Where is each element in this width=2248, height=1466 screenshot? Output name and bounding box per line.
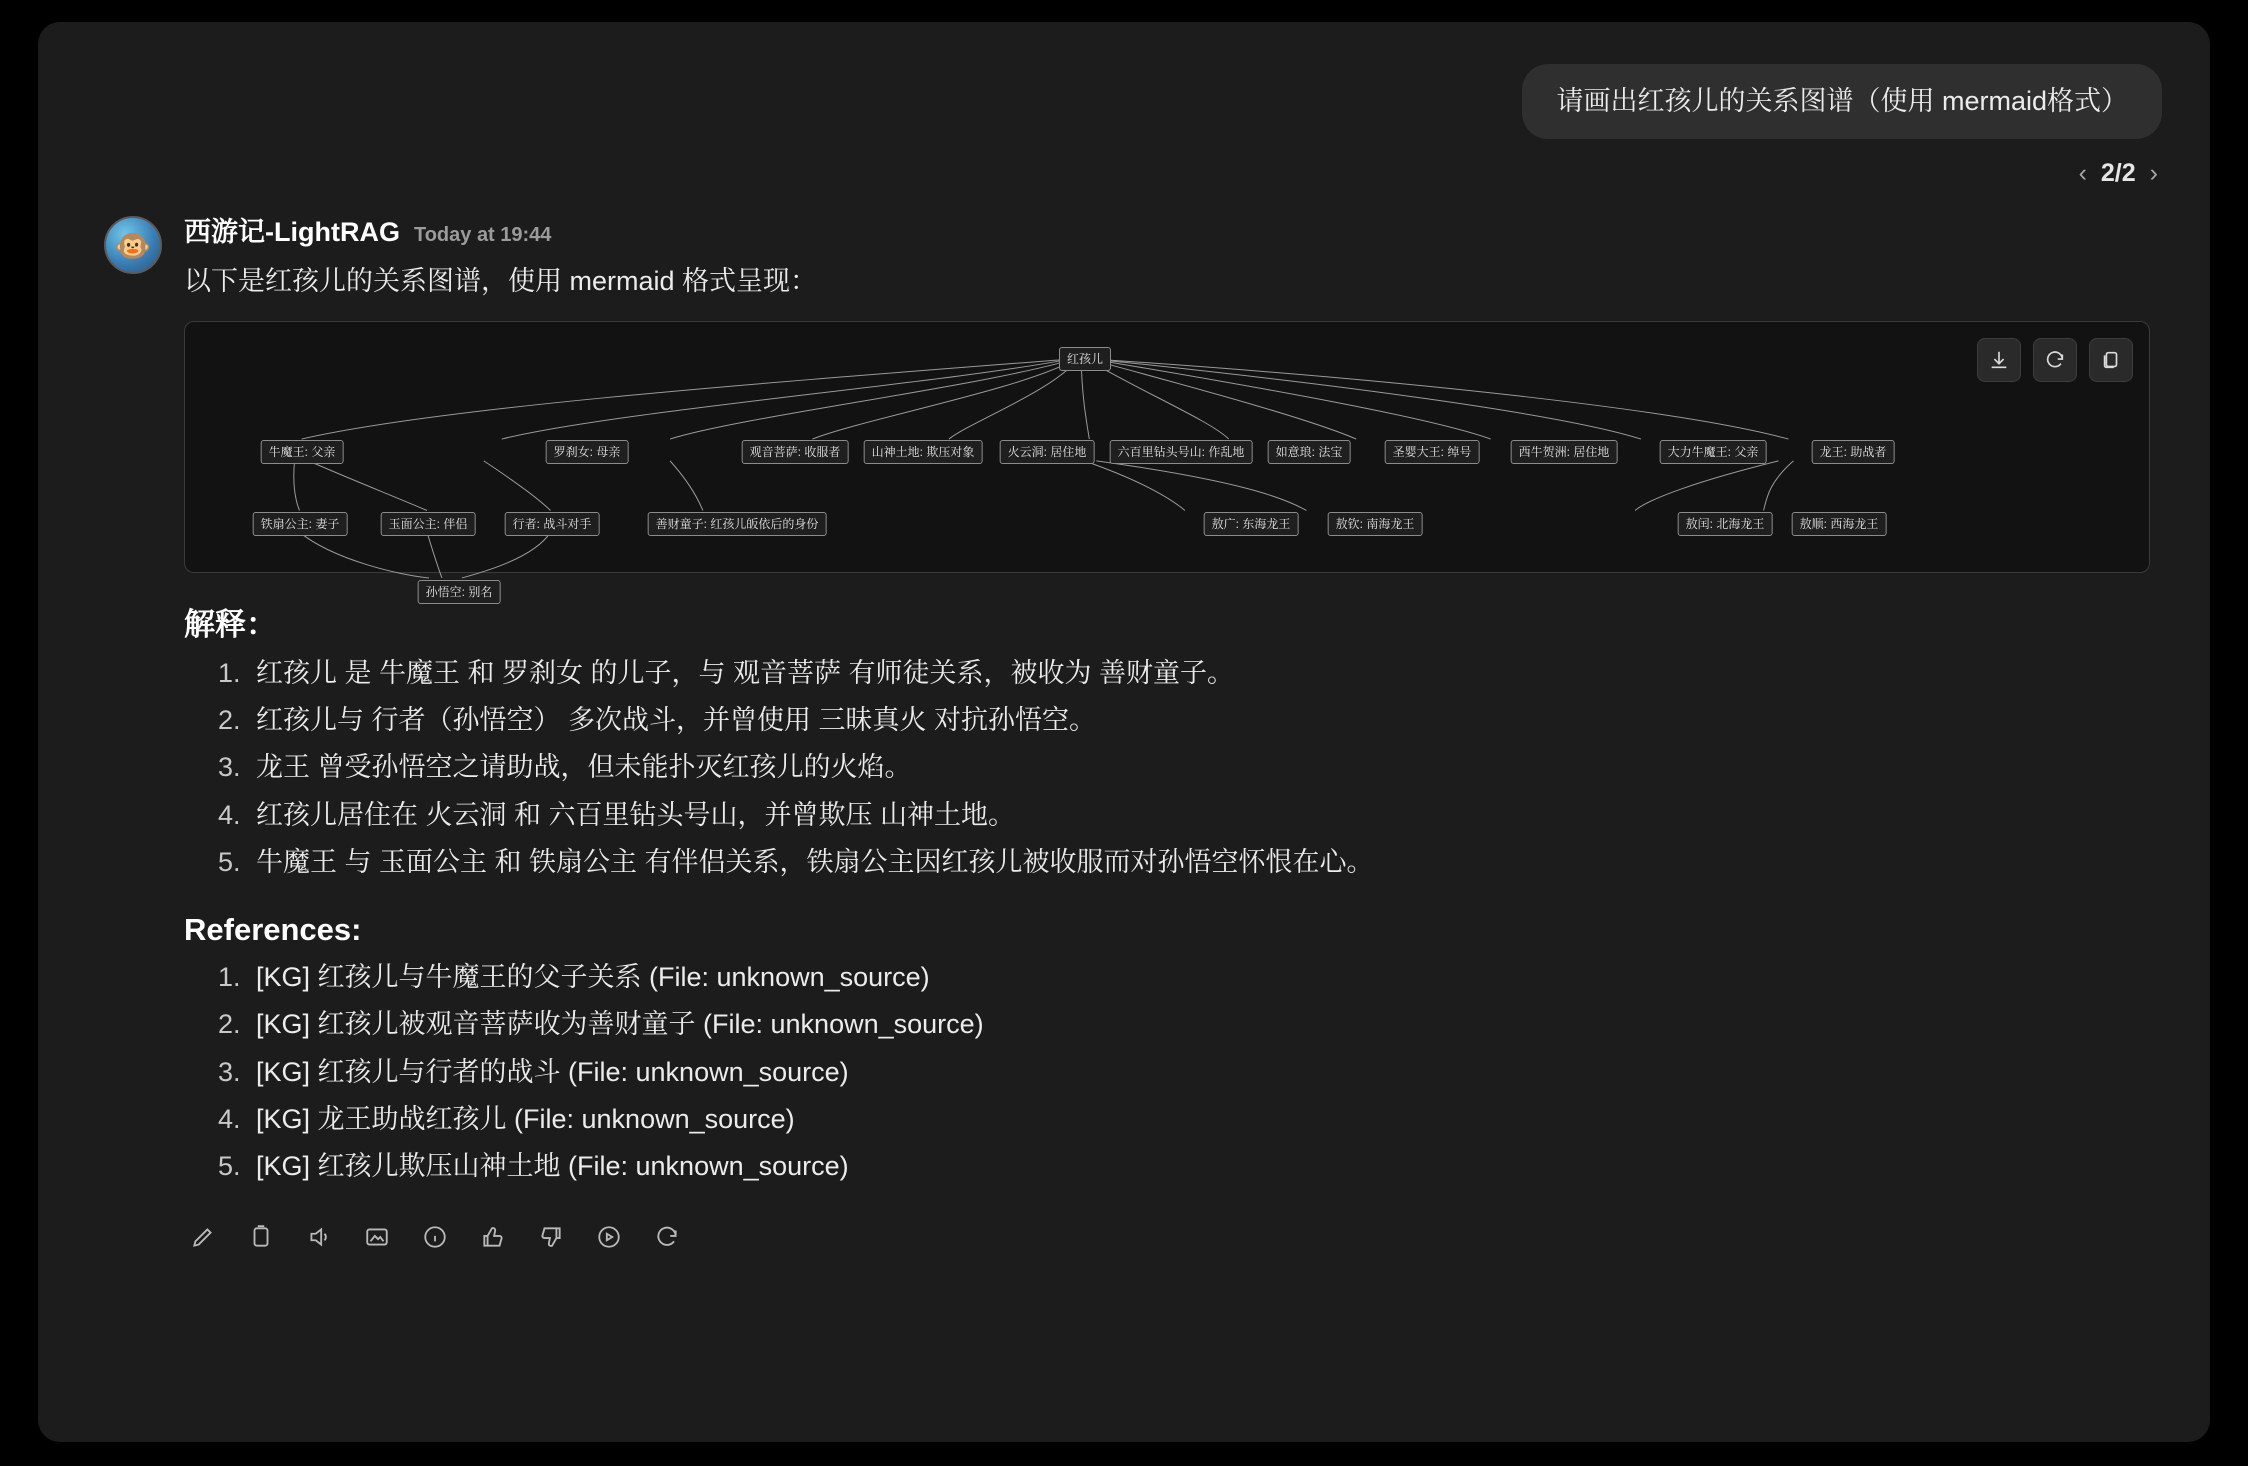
copy-icon[interactable] <box>2089 338 2133 382</box>
speaker-icon[interactable] <box>304 1222 334 1252</box>
references-list <box>184 954 2150 1190</box>
pager-prev-button[interactable]: ‹ <box>2078 159 2087 188</box>
graph-node[interactable]: 牛魔王: 父亲 <box>261 440 344 464</box>
graph-node[interactable]: 龙王: 助战者 <box>1812 440 1895 464</box>
refresh-icon[interactable] <box>2033 338 2077 382</box>
graph-node[interactable]: 六百里钻头号山: 作乱地 <box>1110 440 1253 464</box>
list-item: 4. [KG] 龙王助战红孩儿 (File: unknown_source) <box>248 1096 2150 1143</box>
graph-node[interactable]: 铁扇公主: 妻子 <box>253 512 348 536</box>
graph-node[interactable]: 西牛贺洲: 居住地 <box>1511 440 1618 464</box>
image-icon[interactable] <box>362 1222 392 1252</box>
graph-node[interactable]: 圣婴大王: 绰号 <box>1385 440 1480 464</box>
chat-window <box>38 22 2210 1442</box>
assistant-intro: 以下是红孩儿的关系图谱，使用 mermaid 格式呈现： <box>184 266 818 297</box>
avatar-glyph: 🐵 <box>114 230 152 264</box>
graph-node[interactable]: 如意琅: 法宝 <box>1268 440 1351 464</box>
graph-node[interactable]: 敖广: 东海龙王 <box>1204 512 1299 536</box>
list-item: 3. 龙王 曾受孙悟空之请助战，但未能扑灭红孩儿的火焰。 <box>248 744 2150 791</box>
list-item: 1. 红孩儿 是 牛魔王 和 罗刹女 的儿子，与 观音菩萨 有师徒关系，被收为 善财童子。 <box>248 650 2150 697</box>
play-icon[interactable] <box>594 1222 624 1252</box>
user-message-row <box>38 22 2210 139</box>
list-item: 1. [KG] 红孩儿与牛魔王的父子关系 (File: unknown_source) <box>248 954 2150 1001</box>
graph-node[interactable]: 行者: 战斗对手 <box>505 512 600 536</box>
graph-node[interactable]: 孙悟空: 别名 <box>418 580 501 604</box>
thumbs-up-icon[interactable] <box>478 1222 508 1252</box>
list-item: 2. 红孩儿与 行者（孙悟空） 多次战斗，并曾使用 三昧真火 对抗孙悟空。 <box>248 697 2150 744</box>
message-action-bar <box>184 1204 2150 1252</box>
list-item: 3. [KG] 红孩儿与行者的战斗 (File: unknown_source) <box>248 1049 2150 1096</box>
assistant-body <box>184 210 2150 1252</box>
graph-node[interactable]: 玉面公主: 伴侣 <box>381 512 476 536</box>
assistant-timestamp: Today at 19:44 <box>413 224 552 247</box>
graph-node[interactable]: 罗刹女: 母亲 <box>546 440 629 464</box>
pager-count: 2/2 <box>2100 159 2136 188</box>
regenerate-icon[interactable] <box>652 1222 682 1252</box>
list-item: 5. [KG] 红孩儿欺压山神土地 (File: unknown_source) <box>248 1143 2150 1190</box>
explanation-title: 解释： <box>184 606 277 642</box>
download-icon[interactable] <box>1977 338 2021 382</box>
edit-icon[interactable] <box>188 1222 218 1252</box>
info-icon[interactable] <box>420 1222 450 1252</box>
avatar <box>104 216 162 274</box>
graph-canvas <box>185 322 2149 599</box>
assistant-meta <box>184 210 2150 249</box>
list-item: 5. 牛魔王 与 玉面公主 和 铁扇公主 有伴侣关系，铁扇公主因红孩儿被收服而对孙悟空怀恨在心。 <box>248 839 2150 886</box>
graph-node[interactable]: 大力牛魔王: 父亲 <box>1660 440 1767 464</box>
graph-node-root[interactable]: 红孩儿 <box>1059 347 1111 371</box>
mermaid-diagram-panel <box>184 321 2150 599</box>
explanation-list <box>184 650 2150 886</box>
copy-icon[interactable] <box>246 1222 276 1252</box>
diagram-toolbar <box>1977 338 2133 382</box>
assistant-name: 西游记-LightRAG <box>184 217 400 248</box>
graph-node[interactable]: 敖钦: 南海龙王 <box>1328 512 1423 536</box>
graph-node[interactable]: 敖闰: 北海龙王 <box>1678 512 1773 536</box>
pager-next-button[interactable]: › <box>2149 159 2158 188</box>
list-item: 2. [KG] 红孩儿被观音菩萨收为善财童子 (File: unknown_source) <box>248 1001 2150 1048</box>
graph-node[interactable]: 敖顺: 西海龙王 <box>1792 512 1887 536</box>
message-pager <box>38 139 2210 188</box>
references-title: References: <box>184 912 362 948</box>
thumbs-down-icon[interactable] <box>536 1222 566 1252</box>
list-item: 4. 红孩儿居住在 火云洞 和 六百里钻头号山，并曾欺压 山神土地。 <box>248 792 2150 839</box>
graph-node[interactable]: 火云洞: 居住地 <box>1000 440 1095 464</box>
graph-node[interactable]: 观音菩萨: 收服者 <box>742 440 849 464</box>
assistant-message <box>38 188 2210 1252</box>
user-message-bubble: 请画出红孩儿的关系图谱（使用 mermaid格式） <box>1522 64 2162 139</box>
graph-node[interactable]: 山神土地: 欺压对象 <box>864 440 983 464</box>
graph-node[interactable]: 善财童子: 红孩儿皈依后的身份 <box>648 512 827 536</box>
